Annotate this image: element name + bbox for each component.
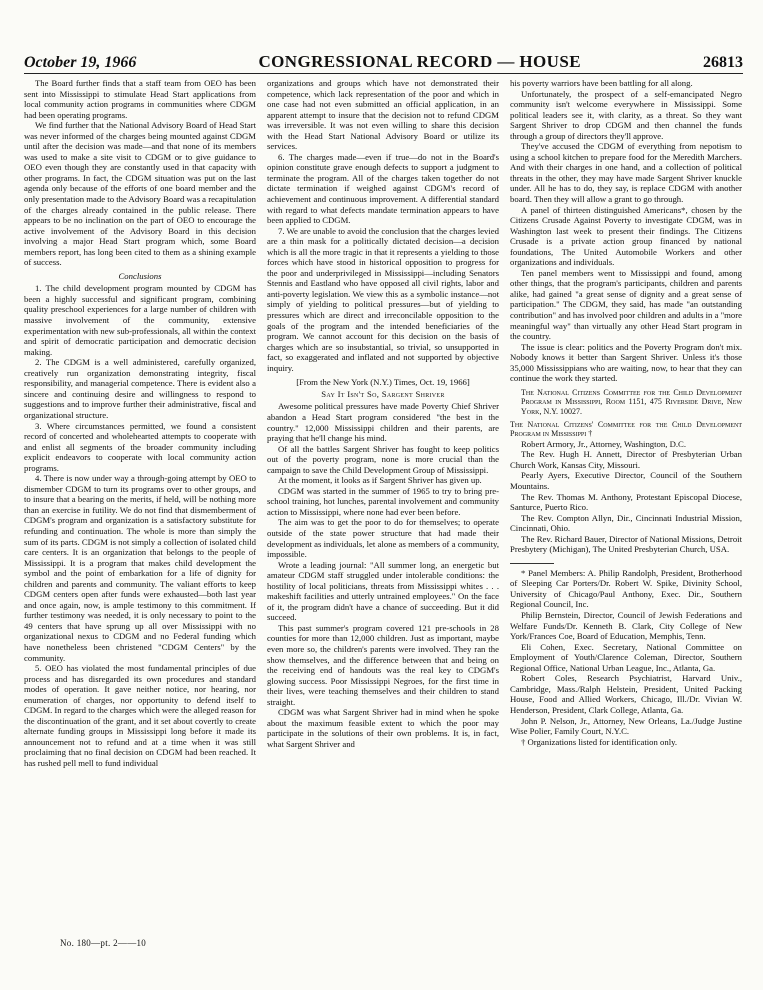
conclusion-6: 6. The charges made—even if true—do not in the Board's opinion constitute grave enough defects to support a judgment to terminate the program. All of the charges taken together do not dictate termination if weighed against CDGM's record of achievement and continuous improvement. A differential standard with regard to what defects mandate termination appears to have been applied to CDGM. xyxy=(267,151,499,226)
text-columns xyxy=(24,78,743,938)
paragraph: We find further that the National Advisory Board of Head Start was never informed of the charges being mounted against CDGM until after the decision was made—and that none of its members was used to make a site visit to CDGM or to give guidance to OEO even though they are constantly used in that capacity with other programs. In fact, the CDGM situation was put on the last agenda only because of the efforts of one board member and the only presentation made to the Advisory Board was a recapitulation of the charges already contained in the public release. There appears to be no inclination on the part of OEO to encourage the active involvement of the Advisory Board in this decision involving a major Head Start program which, some Board members report, has long been cited to them as a shining example of success. xyxy=(24,120,256,268)
issue-date: October 19, 1966 xyxy=(24,54,137,71)
footnote: Robert Coles, Research Psychiatrist, Harvard Univ., Cambridge, Mass./Ralph Helstein, President, United Packing House, Food and Allied Workers, Chicago, Ill./Dr. Vivian W. Henderson, President, Clark College, Atlanta, Ga. xyxy=(510,673,742,715)
page-number: 26813 xyxy=(703,54,743,71)
paragraph: his poverty warriors have been battling for all along. xyxy=(510,78,693,88)
paragraph: organizations and groups which have not demonstrated their competence, which lack representation of the poor and which in one case had not even submitted an official application, in an apparent attempt to insure that the decision not to refund CDGM was irreversible. It was not even willing to share this decision with the Head Start National Advisory Board or utilize its services. xyxy=(267,78,499,152)
page-header xyxy=(24,52,743,74)
section-heading-conclusions: Conclusions xyxy=(118,270,162,281)
paragraph: Awesome political pressures have made Poverty Chief Shriver abandon a Head Start program considered "the best in the country." 12,000 Mississippi children and their parents, are praying that he'll change his mind. xyxy=(267,401,499,444)
paragraph: Wrote a leading journal: "All summer long, an energetic but amateur CDGM staff struggled under intolerable conditions: the hostility of local politicians, threats from Mississippi whites . . . makeshift facilities and utterly untrained employees." On the face of it, the program didn't have a chance of succeeding. But it did succeed. xyxy=(267,559,499,623)
paragraph: Ten panel members went to Mississippi and found, among other things, that the program's participants, children and parents alike, had gained "a great sense of dignity and a great sense of participation." The CDGM, they said, has made "an outstanding contribution" and has involved poor children and adults in a "more meaningful way" than virtually any other Head Start program in the country. xyxy=(510,267,742,342)
paragraph: The Board further finds that a staff team from OEO has been sent into Mississippi to stimulate Head Start applications from local community action programs in communities where CDGM had been operating programs. xyxy=(24,78,256,120)
article-source: [From the New York (N.Y.) Times, Oct. 19, 1966] xyxy=(296,377,470,388)
committee-member: The Rev. Thomas M. Anthony, Protestant Episcopal Diocese, Santurce, Puerto Rico. xyxy=(510,491,742,513)
footnote: Philip Bernstein, Director, Council of Jewish Federations and Welfare Funds/Dr. Kenneth B. Clark, City College of New York/Frances Coe, Board of Education, Memphis, Tenn. xyxy=(510,610,742,642)
committee-heading: The National Citizens' Committee for the Child Development Program in Mississippi † xyxy=(510,419,742,439)
paragraph: Unfortunately, the prospect of a self-emancipated Negro community isn't welcome everywhere in Mississippi. Some political leaders see it, with clarity, as a threat. So they want Sargent Shriver to drop CDGM and then channel the funds through a group of directors they'll approve. xyxy=(510,88,742,141)
paragraph: CDGM was what Sargent Shriver had in mind when he spoke about the maximum feasible extent to which the poor may participate in the solutions of their own problems. It is, in fact, what Sargent Shriver and xyxy=(267,707,499,749)
footnote: * Panel Members: A. Philip Randolph, President, Brotherhood of Sleeping Car Porters/Dr. Robert W. Spike, Divinity School, University of Chicago/Paul Anthony, Exec. Dir., Southern Regional Council, Inc. xyxy=(510,567,742,610)
paragraph: CDGM was started in the summer of 1965 to try to bring pre-school training, hot lunches, parental involvement and community action to Mississippi, where none had ever been before. xyxy=(267,485,499,517)
conclusion-2: 2. The CDGM is a well administered, carefully organized, creatively run organization demonstrating integrity, fiscal responsibility, and managerial competence. There is evident also a sincere and continuing desire and willingness to respond to suggestions and to improve further their administrative, fiscal and organizational structure. xyxy=(24,357,256,420)
column-1 xyxy=(24,78,256,938)
conclusion-3: 3. Where circumstances permitted, we found a consistent record of concerted and wholehearted attempts to cooperate with and enlist all segments of the broader community including explicit endeavors to cooperate with local community action programs. xyxy=(24,420,256,473)
footer-number: No. 180—pt. 2——10 xyxy=(60,938,147,948)
paragraph: At the moment, it looks as if Sargent Shriver has given up. xyxy=(278,475,482,486)
footnote: † Organizations listed for identification only. xyxy=(521,736,678,747)
committee-member: The Rev. Hugh H. Annett, Director of Presbyterian Urban Church Work, Kansas City, Missouri. xyxy=(510,449,742,470)
footnote: John P. Nelson, Jr., Attorney, New Orleans, La./Judge Justine Wise Polier, Family Court, N.Y.C. xyxy=(510,715,742,737)
conclusion-5: 5. OEO has violated the most fundamental principles of due process and has disregarded its own procedures and standard modes of operation. It gave neither notice, nor hearing, nor enumeration of charges, nor opportunity to defend itself to CDGM. In regard to the charges which were the alleged reason for the discontinuation of the grant, and it set about covertly to create alternate funding groups in Mississippi long before it made its announcement not to refund and at a time when it was still proclaiming that no final decision on CDGM had been reached. It has rushed pell mell to fund individual xyxy=(24,663,256,768)
footnote: Eli Cohen, Exec. Secretary, National Committee on Employment of Youth/Clarence Coleman, Director, Southern Regional Office, National Urban League, Inc., Atlanta, Ga. xyxy=(510,641,742,673)
editorial-title: Say It Isn't So, Sargent Shriver xyxy=(321,388,445,399)
paragraph: They've accused the CDGM of everything from nepotism to using a school kitchen to prepare food for the Meredith Marchers. And with their charges in one hand, and a collection of political threats in the other, they may have made Sargent Shriver knuckle under. All he has to do, they say, is replace CDGM with another board. Then they will allow a grant to go through. xyxy=(510,141,742,205)
publication-title: CONGRESSIONAL RECORD — HOUSE xyxy=(258,52,581,71)
committee-address: The National Citizens Committee for the Child Development Program in Mississippi, Room 1151, 475 Riverside Drive, New York, N.Y. 10027. xyxy=(521,387,742,417)
paragraph: The issue is clear: politics and the Poverty Program don't mix. Nobody knows it better than Sargent Shriver. Unless it's those 35,000 Mississippians who are waiting, now, to hear that they can continue the work they started. xyxy=(510,341,742,384)
footnote-rule xyxy=(510,563,554,564)
column-3 xyxy=(510,78,742,938)
header-rule xyxy=(24,73,743,74)
column-2 xyxy=(267,78,499,938)
conclusion-7: 7. We are unable to avoid the conclusion that the charges levied are a thin mask for a politically dictated decision—a decision which is all the more tragic in that it represents a yielding to those forces which have stood in historical opposition to progress for the poor and underprivileged in Mississippi—including Senators Stennis and Eastland who have opposed all civil rights, labor and anti-poverty legislation. We view this as a symbolic instance—not simply of yielding to political pressures—but of yielding to pressures which are direct and irreconcilable opposition to the goals of the program and the intended beneficiaries of the program. We cannot account for this decision on the basis of charges which are so insubstantial, so trivial, so unsupported in fact, so exaggerated and inflated and not supported by objective inquiry. xyxy=(267,225,499,373)
conclusion-4: 4. There is now under way a through-going attempt by OEO to dismember CDGM to turn its programs over to other groups, and to insure that a bearing on the merits, if held, will be nothing more than an exercise in futility. We do not find that dismemberment of CDGM's program and organization is a satisfactory substitute for refunding and continuation. The whole is more than simply the sum of its parts. CDGM is not simply a collection of isolated child care centers. It is an organization that belongs to the people of Mississippi. It is a program that makes child development the symbol and the point of embarkation for a life of dignity for children and parents and community. The valiant efforts to keep CDGM centers open after funds were exhausted—both last year and once again, now, is ample testimony to this commitment. If further testimony was needed, it is only necessary to point to the 49 centers that have sprung up all over Mississippi with no organizational nexus to CDGM and no Federal funding which have nonetheless been christened "CDGM Centers" by the community. xyxy=(24,473,256,663)
paragraph: A panel of thirteen distinguished Americans*, chosen by the Citizens Crusade Against Poverty to investigate CDGM, was in Washington last week to present their findings. The Citizens Crusade is a private action group financed by national foundations, The United Automobile Workers and other organizations and individuals. xyxy=(510,204,742,268)
paragraph: This past summer's program covered 121 pre-schools in 28 counties for more than 12,000 children. Just as important, maybe even more so, the children's parents were involved. They ran the show themselves, and the difference between that and being on the receiving end of handouts was the real key to CDGM's glowing success. Poor Mississippi Negroes, for the first time in their lives, were teaching themselves and their children to stand straight. xyxy=(267,622,499,707)
committee-member: Pearly Ayers, Executive Director, Council of the Southern Mountains. xyxy=(510,470,742,492)
conclusion-1: 1. The child development program mounted by CDGM has been a highly successful and significant program, combining quality preschool experiences for a large number of children with massive involvement of the community, extensive experimentation with new sub-professionals, all within the context and spirit of democratic participation and democratic decision making. xyxy=(24,283,256,357)
paragraph: Of all the battles Sargent Shriver has fought to keep politics out of the poverty program, none is more crucial than the campaign to save the Child Development Group of Mississippi. xyxy=(267,443,499,475)
committee-member: The Rev. Compton Allyn, Dir., Cincinnati Industrial Mission, Cincinnati, Ohio. xyxy=(510,512,742,534)
committee-member: Robert Armory, Jr., Attorney, Washington, D.C. xyxy=(521,438,686,449)
paragraph: The aim was to get the poor to do for themselves; to operate outside of the state power structure that had made their development as individuals, let alone as members of a community, impossible. xyxy=(267,517,499,560)
committee-member: The Rev. Richard Bauer, Director of National Missions, Detroit Presbytery (Michigan), The United Presbyterian Church, USA. xyxy=(510,533,742,555)
